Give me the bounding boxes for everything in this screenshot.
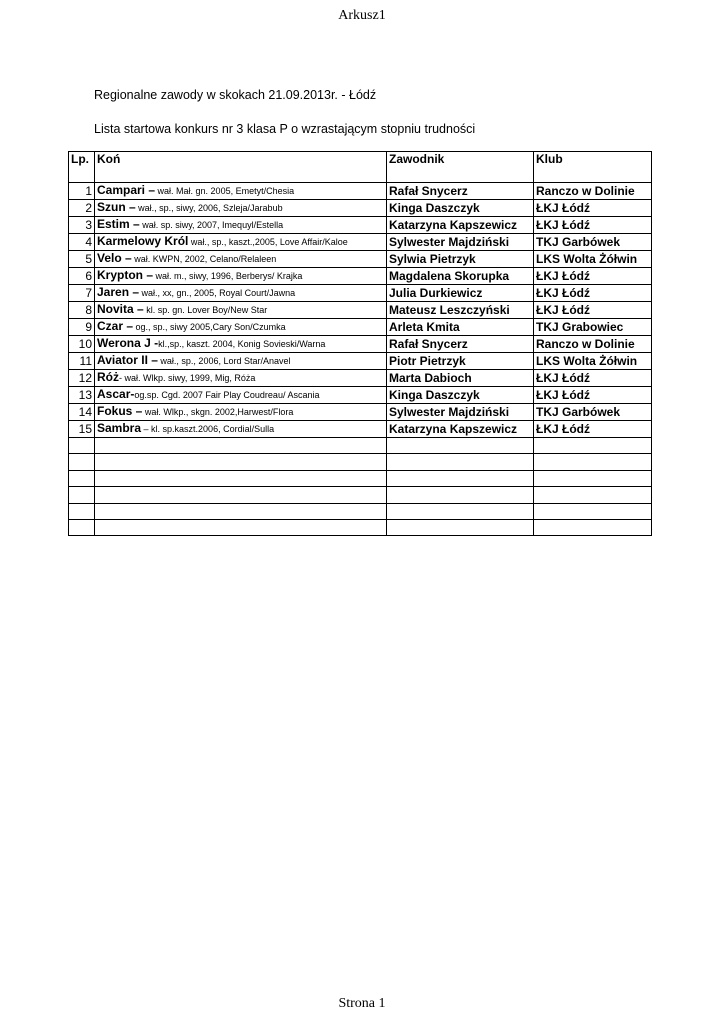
lp-cell: 1 (69, 183, 95, 200)
table-row (69, 234, 652, 251)
club-cell: ŁKJ Łódź (534, 421, 652, 438)
rider-cell: Julia Durkiewicz (387, 285, 534, 302)
horse-cell (95, 302, 387, 319)
empty-cell (69, 470, 95, 486)
empty-cell (69, 487, 95, 503)
horse-cell (95, 200, 387, 217)
empty-cell (387, 454, 534, 470)
rider-cell: Piotr Pietrzyk (387, 353, 534, 370)
horse-description: - wał. Wlkp. siwy, 1999, Mig, Róża (119, 373, 256, 383)
table-row (69, 353, 652, 370)
lp-cell: 15 (69, 421, 95, 438)
club-cell: TKJ Garbówek (534, 404, 652, 421)
rider-cell: Rafał Snycerz (387, 183, 534, 200)
header-club: Klub (534, 152, 652, 183)
lp-cell: 13 (69, 387, 95, 404)
club-cell: ŁKJ Łódź (534, 217, 652, 234)
club-cell: Ranczo w Dolinie (534, 183, 652, 200)
rider-cell: Katarzyna Kapszewicz (387, 421, 534, 438)
event-heading: Regionalne zawody w skokach 21.09.2013r. - Łódź (94, 88, 377, 102)
lp-cell: 9 (69, 319, 95, 336)
horse-name: Velo – (97, 251, 132, 265)
empty-cell (95, 454, 387, 470)
club-cell: LKS Wolta Żółwin (534, 251, 652, 268)
horse-name: Jaren – (97, 285, 140, 299)
horse-name: Ascar- (97, 387, 135, 401)
horse-description: wał., sp., kaszt.,2005, Love Affair/Kaloe (188, 237, 348, 247)
start-list-heading: Lista startowa konkurs nr 3 klasa P o wzrastającym stopniu trudności (94, 122, 476, 136)
empty-cell (69, 503, 95, 519)
empty-table-row (69, 454, 652, 470)
horse-description: wał. KWPN, 2002, Celano/Relaleen (131, 254, 277, 264)
lp-cell: 12 (69, 370, 95, 387)
header-rider: Zawodnik (387, 152, 534, 183)
horse-name: Werona J - (97, 336, 159, 350)
club-cell: ŁKJ Łódź (534, 387, 652, 404)
horse-description: og.sp. Cgd. 2007 Fair Play Coudreau/ Ascania (134, 390, 320, 400)
horse-description: wał. m., siwy, 1996, Berberys/ Krajka (153, 271, 303, 281)
lp-cell: 14 (69, 404, 95, 421)
empty-cell (534, 519, 652, 535)
horse-cell (95, 319, 387, 336)
horse-cell (95, 421, 387, 438)
table-row (69, 421, 652, 438)
horse-cell (95, 404, 387, 421)
empty-cell (534, 454, 652, 470)
club-cell: ŁKJ Łódź (534, 302, 652, 319)
empty-table-row (69, 438, 652, 454)
empty-table-row (69, 487, 652, 503)
rider-cell: Sylwester Majdziński (387, 234, 534, 251)
horse-name: Campari – (97, 183, 156, 197)
horse-cell (95, 234, 387, 251)
table-row (69, 217, 652, 234)
horse-name: Szun – (97, 200, 136, 214)
rider-cell: Katarzyna Kapszewicz (387, 217, 534, 234)
club-cell: ŁKJ Łódź (534, 268, 652, 285)
table-row (69, 387, 652, 404)
empty-cell (95, 519, 387, 535)
empty-cell (387, 503, 534, 519)
empty-cell (534, 487, 652, 503)
empty-cell (69, 454, 95, 470)
rider-cell: Kinga Daszczyk (387, 200, 534, 217)
empty-table-row (69, 503, 652, 519)
empty-cell (534, 503, 652, 519)
sheet-title: Arkusz1 (338, 8, 386, 23)
club-cell: ŁKJ Łódź (534, 370, 652, 387)
horse-cell (95, 268, 387, 285)
table-row (69, 183, 652, 200)
horse-description: og., sp., siwy 2005,Cary Son/Czumka (133, 322, 286, 332)
club-cell: LKS Wolta Żółwin (534, 353, 652, 370)
lp-cell: 5 (69, 251, 95, 268)
horse-description: wał. Wlkp., skgn. 2002,Harwest/Flora (142, 407, 294, 417)
rider-cell: Rafał Snycerz (387, 336, 534, 353)
club-cell: TKJ Garbówek (534, 234, 652, 251)
empty-cell (69, 438, 95, 454)
table-row (69, 370, 652, 387)
rider-cell: Kinga Daszczyk (387, 387, 534, 404)
horse-name: Sambra (97, 421, 142, 435)
header-horse: Koń (95, 152, 387, 183)
lp-cell: 7 (69, 285, 95, 302)
empty-cell (534, 470, 652, 486)
empty-table-row (69, 470, 652, 486)
empty-cell (534, 438, 652, 454)
rider-cell: Mateusz Leszczyński (387, 302, 534, 319)
lp-cell: 6 (69, 268, 95, 285)
table-row (69, 268, 652, 285)
empty-table-row (69, 519, 652, 535)
table-row (69, 200, 652, 217)
rider-cell: Marta Dabioch (387, 370, 534, 387)
table-row (69, 285, 652, 302)
horse-description: wał. Mał. gn. 2005, Emetyt/Chesia (155, 186, 295, 196)
lp-cell: 3 (69, 217, 95, 234)
horse-cell (95, 217, 387, 234)
horse-cell (95, 251, 387, 268)
rider-cell: Sylwia Pietrzyk (387, 251, 534, 268)
club-cell: Ranczo w Dolinie (534, 336, 652, 353)
rider-cell: Sylwester Majdziński (387, 404, 534, 421)
horse-name: Karmelowy Król (97, 234, 189, 248)
horse-name: Estim – (97, 217, 140, 231)
table-row (69, 302, 652, 319)
empty-cell (387, 519, 534, 535)
lp-cell: 8 (69, 302, 95, 319)
table-row (69, 319, 652, 336)
horse-cell (95, 336, 387, 353)
horse-name: Czar – (97, 319, 134, 333)
horse-name: Novita – (97, 302, 144, 316)
horse-cell (95, 353, 387, 370)
horse-name: Fokus – (97, 404, 143, 418)
lp-cell: 4 (69, 234, 95, 251)
header-lp: Lp. (69, 152, 95, 183)
horse-name: Róż (97, 370, 119, 384)
empty-cell (95, 503, 387, 519)
table-row (69, 336, 652, 353)
lp-cell: 2 (69, 200, 95, 217)
horse-description: kl.,sp., kaszt. 2004, Konig Sovieski/Warna (158, 339, 326, 349)
lp-cell: 11 (69, 353, 95, 370)
horse-cell (95, 183, 387, 200)
horse-description: wał., sp., siwy, 2006, Szleja/Jarabub (135, 203, 283, 213)
empty-cell (387, 470, 534, 486)
horse-description: – kl. sp.kaszt.2006, Cordial/Sulla (141, 424, 275, 434)
horse-name: Aviator II – (97, 353, 158, 367)
horse-cell (95, 387, 387, 404)
empty-cell (95, 487, 387, 503)
club-cell: ŁKJ Łódź (534, 285, 652, 302)
rider-cell: Magdalena Skorupka (387, 268, 534, 285)
table-row (69, 251, 652, 268)
horse-name: Krypton – (97, 268, 154, 282)
club-cell: TKJ Grabowiec (534, 319, 652, 336)
empty-cell (95, 438, 387, 454)
horse-cell (95, 370, 387, 387)
table-row (69, 404, 652, 421)
empty-cell (387, 438, 534, 454)
table-header-row (69, 152, 652, 183)
horse-description: wał., xx, gn., 2005, Royal Court/Jawna (139, 288, 296, 298)
empty-cell (95, 470, 387, 486)
rider-cell: Arleta Kmita (387, 319, 534, 336)
horse-description: wał., sp., 2006, Lord Star/Anavel (157, 356, 291, 366)
lp-cell: 10 (69, 336, 95, 353)
empty-cell (387, 487, 534, 503)
horse-cell (95, 285, 387, 302)
start-list-table (68, 151, 652, 536)
club-cell: ŁKJ Łódź (534, 200, 652, 217)
horse-description: wał. sp. siwy, 2007, Imequyl/Estella (139, 220, 284, 230)
horse-description: kl. sp. gn. Lover Boy/New Star (143, 305, 268, 315)
empty-cell (69, 519, 95, 535)
page-footer: Strona 1 (338, 996, 386, 1011)
